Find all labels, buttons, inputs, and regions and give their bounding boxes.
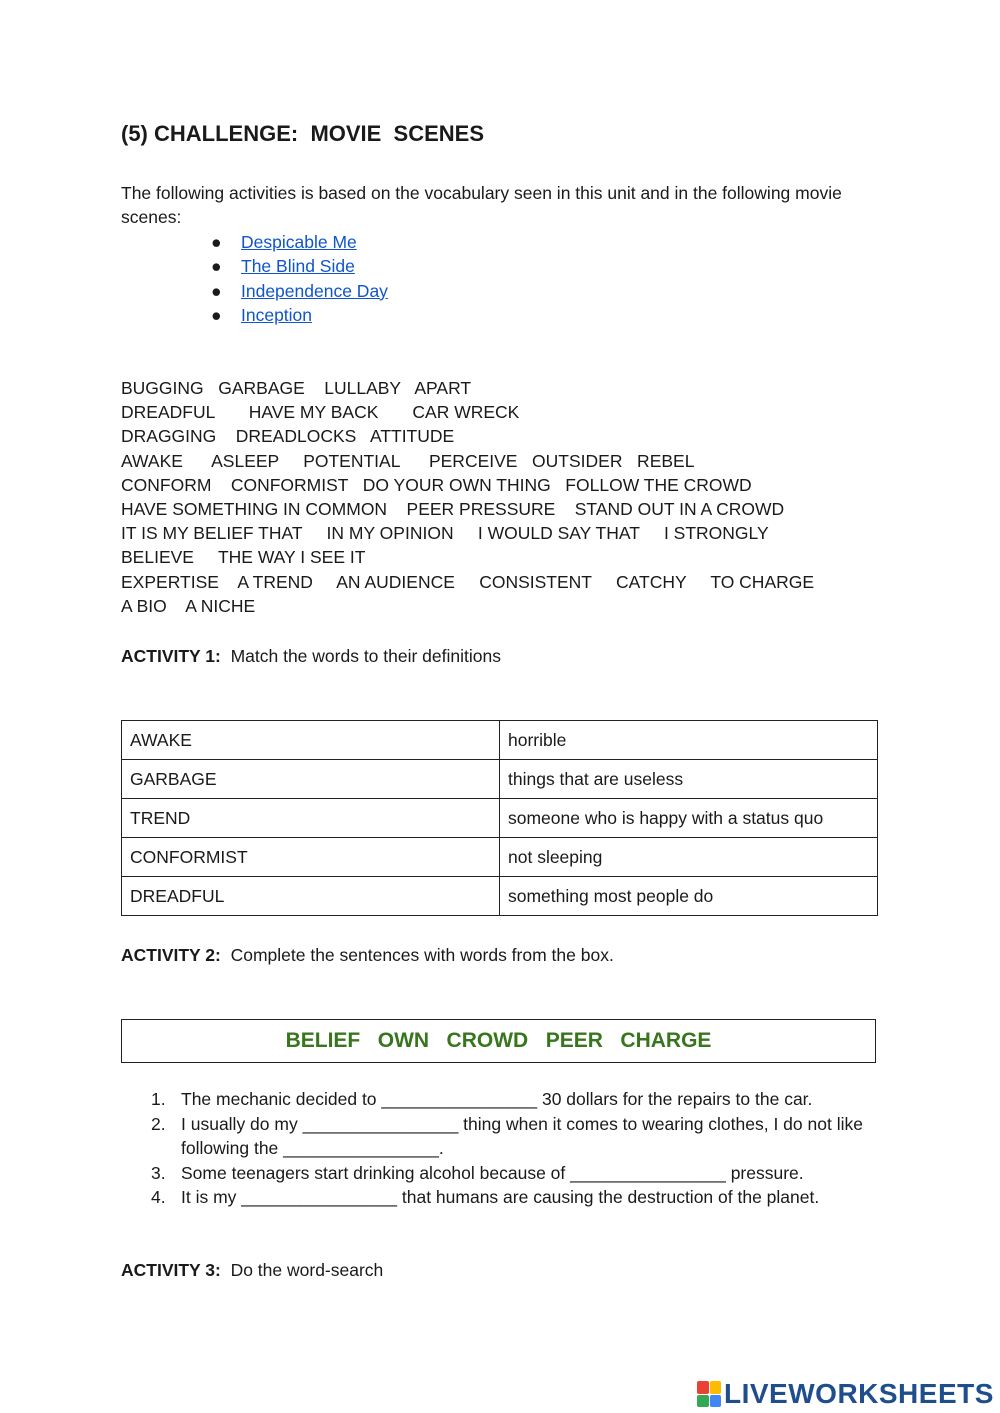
activity-1-label: ACTIVITY 1:: [121, 646, 221, 666]
vocabulary-list: [121, 376, 881, 618]
activity-2-text: Complete the sentences with words from the box.: [220, 945, 614, 965]
activity-3-text: Do the word-search: [220, 1260, 384, 1280]
activity-1-text: Match the words to their definitions: [220, 646, 501, 666]
sentence-text: It is my ________________ that humans are causing the destruction of the planet.: [181, 1187, 820, 1207]
liveworksheets-logo[interactable]: [697, 1377, 994, 1411]
sentence-list: [121, 1087, 881, 1210]
intro-text: The following activities is based on the vocabulary seen in this unit and in the following movie scenes:: [121, 183, 842, 227]
vocab-line: EXPERTISE A TREND AN AUDIENCE CONSISTENT CATCHY TO CHARGE: [121, 571, 815, 592]
vocab-line: CONFORM CONFORMIST DO YOUR OWN THING FOLLOW THE CROWD: [121, 474, 752, 495]
activity-1-instruction: [121, 646, 501, 667]
match-definition[interactable]: someone who is happy with a status quo: [500, 799, 878, 838]
list-item[interactable]: [121, 1161, 881, 1186]
match-word[interactable]: DREADFUL: [122, 877, 500, 916]
sentence-number: 1.: [151, 1089, 166, 1109]
table-row: [122, 877, 878, 916]
vocab-line: BUGGING GARBAGE LULLABY APART: [121, 378, 472, 398]
sentence-number: 4.: [151, 1187, 166, 1207]
table-row: [122, 721, 878, 760]
vocab-line: HAVE SOMETHING IN COMMON PEER PRESSURE STAND OUT IN A CROWD: [121, 499, 785, 520]
match-word[interactable]: CONFORMIST: [122, 838, 500, 877]
page-title: (5) CHALLENGE: MOVIE SCENES: [121, 121, 485, 146]
match-definition[interactable]: things that are useless: [500, 760, 878, 799]
vocab-line: AWAKE ASLEEP POTENTIAL PERCEIVE OUTSIDER REBEL: [121, 450, 695, 471]
match-definition[interactable]: horrible: [500, 721, 878, 760]
movie-link-inception[interactable]: Inception: [241, 304, 313, 325]
bullet-icon: ●: [211, 232, 222, 252]
list-item: [211, 303, 388, 327]
logo-icon: [697, 1381, 721, 1407]
activity-2-instruction: [121, 945, 614, 966]
table-row: [122, 838, 878, 877]
vocab-line: DRAGGING DREADLOCKS ATTITUDE: [121, 426, 455, 447]
sentence-text: The mechanic decided to ________________ 30 dollars for the repairs to the car.: [181, 1089, 813, 1109]
bullet-icon: ●: [211, 256, 222, 277]
movie-link-despicable-me[interactable]: Despicable Me: [241, 232, 357, 252]
match-word[interactable]: GARBAGE: [122, 760, 500, 799]
logo-text: LIVEWORKSHEETS: [724, 1378, 994, 1409]
sentence-number: 3.: [151, 1162, 166, 1183]
vocab-line: BELIEVE THE WAY I SEE IT: [121, 547, 366, 568]
match-word[interactable]: TREND: [122, 799, 500, 838]
bullet-icon: ●: [211, 304, 222, 325]
movie-link-the-blind-side[interactable]: The Blind Side: [241, 256, 355, 277]
match-definition[interactable]: something most people do: [500, 877, 878, 916]
movie-list: [211, 230, 388, 327]
list-item: [211, 254, 388, 278]
match-word[interactable]: AWAKE: [122, 721, 500, 760]
bullet-icon: ●: [211, 280, 222, 301]
match-table: [121, 720, 878, 916]
list-item: [211, 230, 388, 254]
activity-3-instruction: [121, 1260, 383, 1281]
table-row: [122, 799, 878, 838]
sentence-text: I usually do my ________________ thing when it comes to wearing clothes, I do not like following the ________________.: [181, 1113, 863, 1158]
match-definition[interactable]: not sleeping: [500, 838, 878, 877]
vocab-line: A BIO A NICHE: [121, 595, 256, 616]
list-item[interactable]: [121, 1185, 881, 1210]
list-item[interactable]: [121, 1112, 881, 1161]
movie-link-independence-day[interactable]: Independence Day: [241, 280, 388, 301]
vocab-line: IT IS MY BELIEF THAT IN MY OPINION I WOULD SAY THAT I STRONGLY: [121, 523, 769, 544]
activity-3-label: ACTIVITY 3:: [121, 1260, 221, 1280]
sentence-text: Some teenagers start drinking alcohol because of ________________ pressure.: [181, 1162, 804, 1183]
list-item[interactable]: [121, 1087, 881, 1112]
activity-2-label: ACTIVITY 2:: [121, 945, 221, 965]
sentence-number: 2.: [151, 1113, 166, 1134]
word-box: BELIEF OWN CROWD PEER CHARGE: [121, 1019, 876, 1063]
vocab-line: DREADFUL HAVE MY BACK CAR WRECK: [121, 402, 520, 423]
table-row: [122, 760, 878, 799]
list-item: [211, 279, 388, 303]
